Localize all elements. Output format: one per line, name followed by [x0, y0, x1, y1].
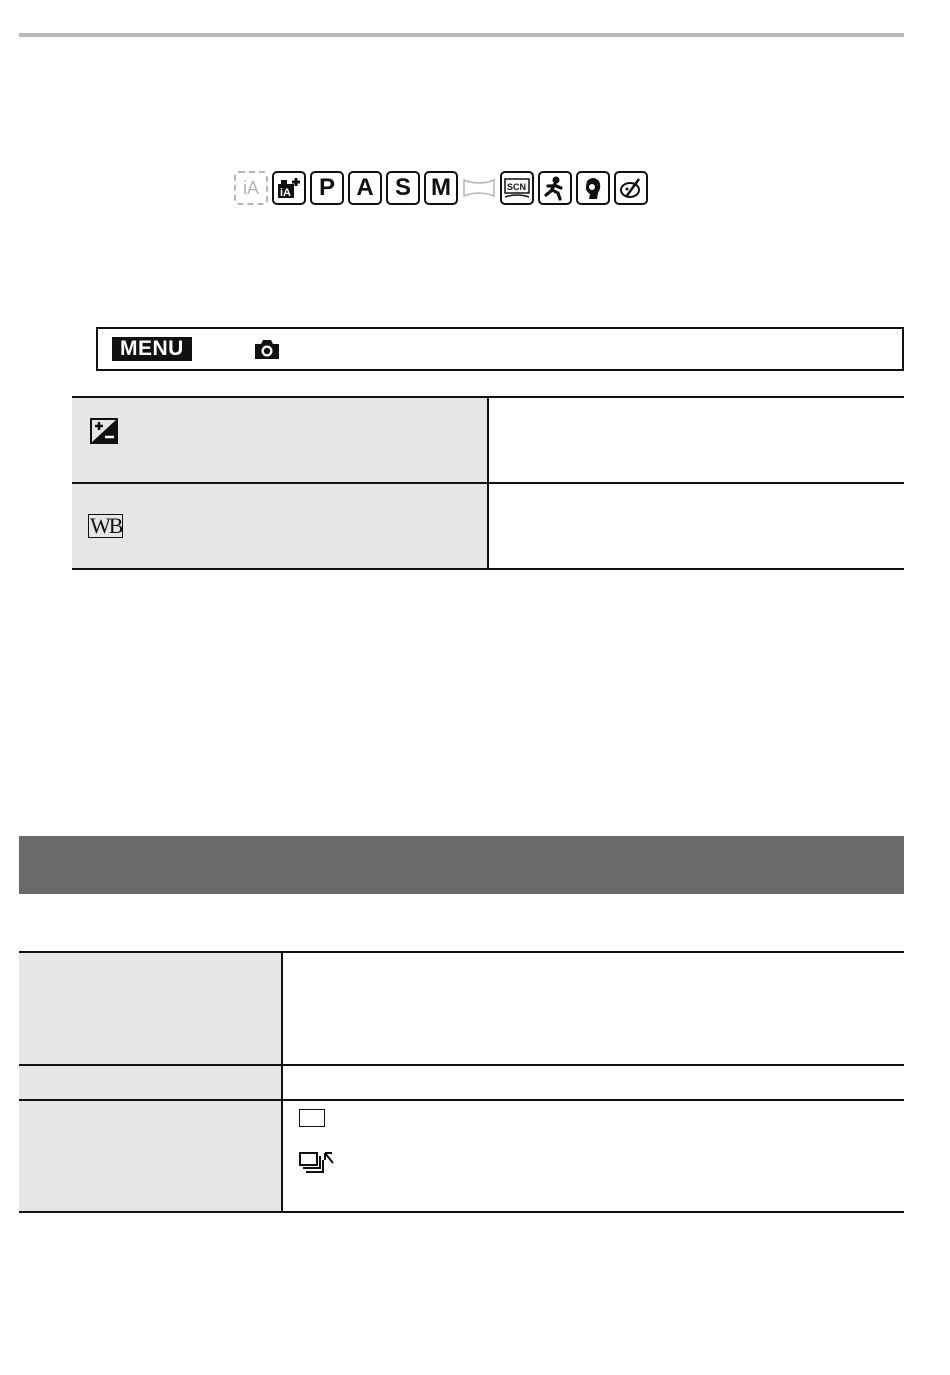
- program-ae-icon: P: [310, 171, 344, 205]
- table-row: [19, 1065, 904, 1100]
- menu-button-label: MENU: [112, 337, 192, 361]
- shutter-priority-icon: S: [386, 171, 420, 205]
- table-cell-label: [19, 1100, 282, 1212]
- creative-control-icon: [614, 171, 648, 205]
- table-row: [72, 483, 904, 569]
- white-balance-icon: WB: [90, 513, 122, 538]
- table-cell-value: [488, 483, 904, 569]
- table-cell-label: [19, 952, 282, 1065]
- burst-icon: [299, 1151, 904, 1182]
- exposure-compensation-icon: [90, 418, 118, 449]
- mode-icon-row: [234, 171, 648, 205]
- table-row: [72, 397, 904, 483]
- table-row: [19, 952, 904, 1065]
- options-table: [19, 951, 904, 1213]
- camera-icon: [252, 338, 282, 360]
- table-cell-value: [282, 952, 904, 1065]
- sports-icon: [538, 171, 572, 205]
- svg-text:SCN: SCN: [507, 182, 527, 192]
- panorama-icon: [462, 171, 496, 205]
- section-header-band: [19, 836, 904, 894]
- table-cell-value: [282, 1065, 904, 1100]
- intelligent-auto-icon: iA: [234, 171, 268, 205]
- table-cell-value: [282, 1100, 904, 1212]
- manual-exposure-icon: M: [424, 171, 458, 205]
- table-cell-value: [488, 397, 904, 483]
- menu-path-bar: [96, 327, 904, 371]
- table-cell-label: [72, 483, 488, 569]
- aperture-priority-icon: A: [348, 171, 382, 205]
- table-cell-label: [19, 1065, 282, 1100]
- svg-text:iA: iA: [280, 187, 291, 199]
- table-cell-label: [72, 397, 488, 483]
- scene-guide-icon: [500, 171, 534, 205]
- intelligent-auto-plus-icon: [272, 171, 306, 205]
- single-icon: [299, 1109, 325, 1127]
- settings-table: [72, 396, 904, 570]
- table-row: [19, 1100, 904, 1212]
- portrait-icon: [576, 171, 610, 205]
- top-rule: [19, 33, 904, 37]
